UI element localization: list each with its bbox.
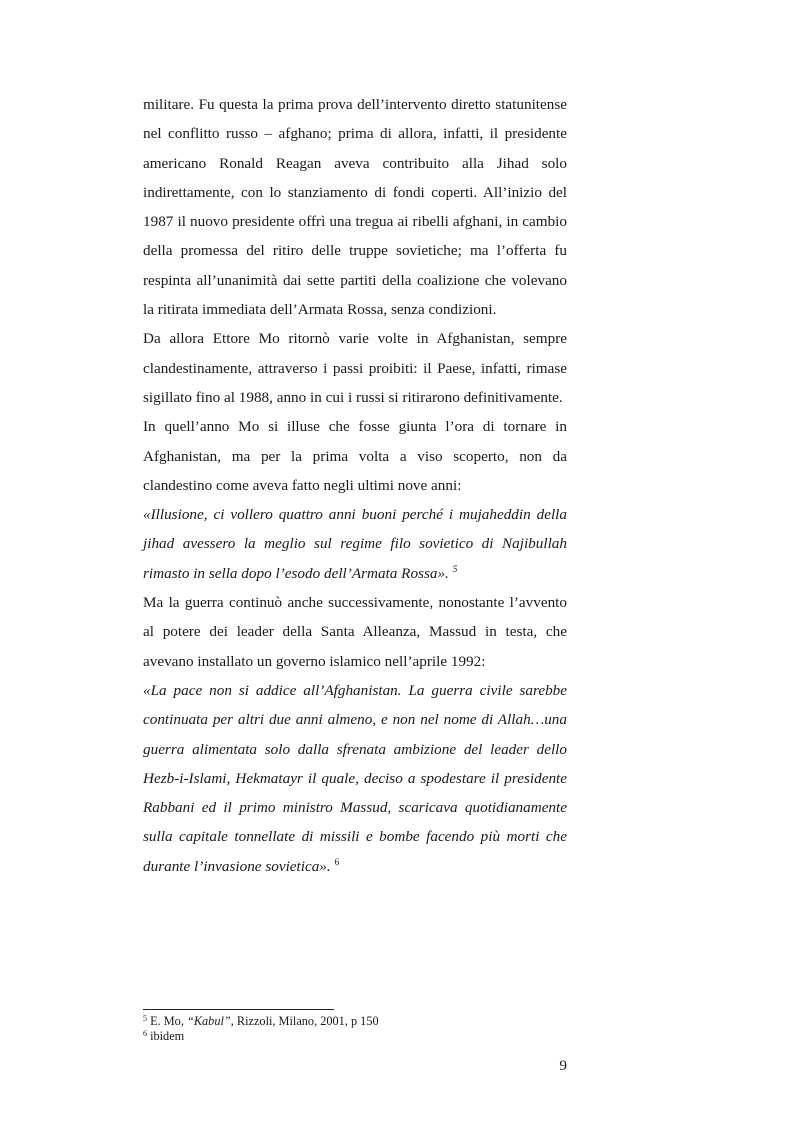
footnote-6: [143, 1029, 567, 1044]
footnote-5-author: E. Mo,: [150, 1014, 187, 1028]
footnote-5-details: , Rizzoli, Milano, 2001, p 150: [230, 1014, 379, 1028]
footnote-separator: [143, 1009, 334, 1010]
body-text: [143, 90, 567, 881]
paragraph-reagan-jihad: militare. Fu questa la prima prova dell’intervento diretto statunitense nel conflitto russo – afghano; prima di allora, infatti, il presidente americano Ronald Reagan aveva contribuito alla Jihad solo indirettamente, con lo stanziamento di fondi coperti. All’inizio del 1987 il nuovo presidente offrì una tregua ai ribelli afghani, in cambio della promessa del ritiro delle truppe sovietiche; ma l’offerta fu respinta all’unanimità dai sette partiti della coalizione che volevano la ritirata immediata dell’Armata Rossa, senza condizioni.: [143, 96, 567, 319]
footnote-ref-5: 5: [452, 564, 458, 575]
quote-pace: [143, 676, 567, 881]
quote-pace-text: «La pace non si addice all’Afghanistan. La guerra civile sarebbe continuata per altri due anni almeno, e non nel nome di Allah…una guerra alimentata solo dalla sfrenata ambizione del leader dello Hezb-i-Islami, Hekmatayr il quale, deciso a spodestare il presidente Rabbani ed il primo ministro Massud, scaricava quotidianamente sulla capitale tonnellate di missili e bombe facendo più morti che durante l’invasione sovietica».: [143, 681, 567, 875]
footnotes: [143, 1014, 567, 1043]
footnote-5-title: “Kabul”: [186, 1014, 231, 1028]
footnote-6-number: 6: [143, 1028, 147, 1038]
paragraph-ettore-mo-returns: Da allora Ettore Mo ritornò varie volte in Afghanistan, sempre clandestinamente, attraverso i passi proibiti: il Paese, infatti, rimase sigillato fino al 1988, anno in cui i russi si ritirarono definitivamente.: [143, 330, 567, 406]
footnote-6-text: ibidem: [150, 1028, 185, 1043]
quote-illusione: [143, 500, 567, 588]
paragraph-return-1988: In quell’anno Mo si illuse che fosse giunta l’ora di tornare in Afghanistan, ma per la prima volta a viso scoperto, non da clandestino come aveva fatto negli ultimi nove anni:: [143, 418, 567, 494]
quote-illusione-text: «Illusione, ci vollero quattro anni buoni perché i mujaheddin della jihad avessero la meglio sul regime filo sovietico di Najibullah rimasto in sella dopo l’esodo dell’Armata Rossa».: [143, 506, 567, 582]
footnote-ref-6: 6: [334, 857, 340, 868]
footnote-5: [143, 1014, 567, 1029]
footnote-5-number: 5: [143, 1014, 147, 1023]
paragraph-civil-war: Ma la guerra continuò anche successivamente, nonostante l’avvento al potere dei leader della Santa Alleanza, Massud in testa, che avevano installato un governo islamico nell’aprile 1992:: [143, 594, 567, 670]
page-number: 9: [559, 1057, 567, 1074]
